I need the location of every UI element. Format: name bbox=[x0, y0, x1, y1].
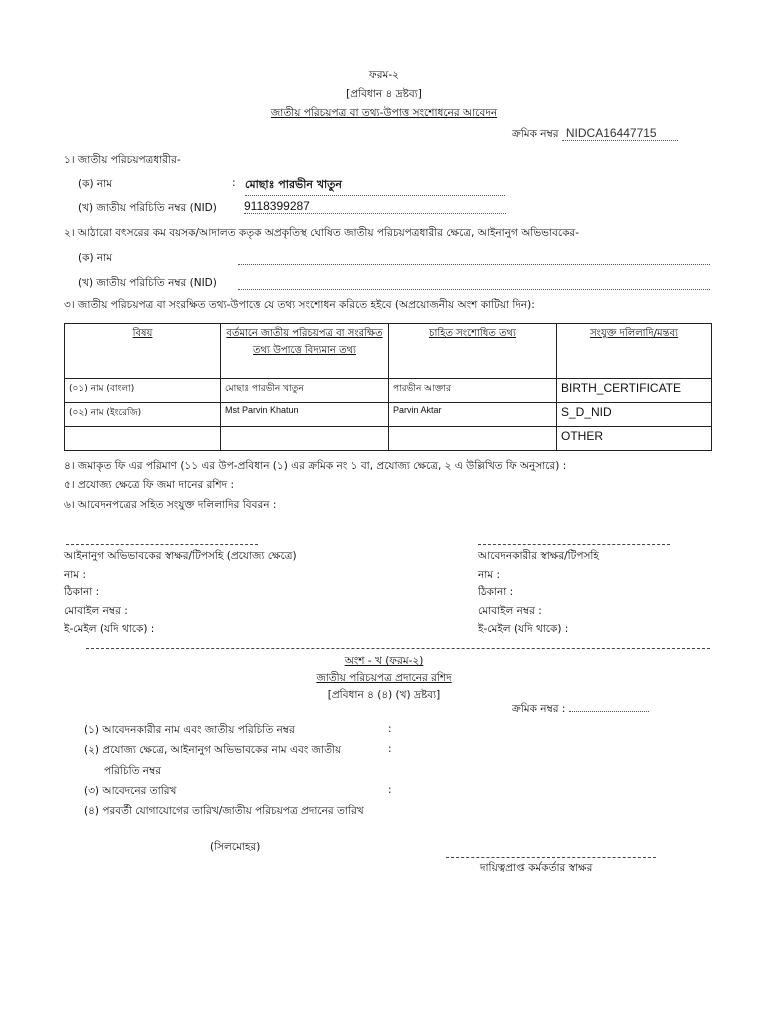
guardian-mobile-label: মোবাইল নম্বর : bbox=[64, 605, 128, 617]
holder-nid-value: 9118399287 bbox=[244, 199, 310, 213]
receipt-item-1-colon: : bbox=[388, 723, 392, 735]
part-b-subtitle-text: জাতীয় পরিচয়পত্র প্রদানের রশিদ bbox=[316, 672, 452, 684]
section5-text: ৫। প্রযোজ্য ক্ষেত্রে ফি জমা দানের রশিদ : bbox=[64, 479, 235, 491]
row2-current[interactable]: Mst Parvin Khatun bbox=[221, 403, 389, 427]
row1-requested[interactable]: পারভীন আক্তার bbox=[389, 379, 557, 403]
guardian-nid-field[interactable] bbox=[238, 276, 710, 290]
applicant-name-label: নাম : bbox=[478, 569, 501, 581]
row3-attachment[interactable]: OTHER bbox=[557, 427, 712, 451]
header-requested-info: চাহিত সংশোধিত তথ্য bbox=[389, 324, 557, 379]
table-row bbox=[65, 403, 712, 427]
guardian-name-label: নাম : bbox=[64, 569, 87, 581]
row3-current[interactable] bbox=[221, 427, 389, 451]
part-b-subtitle bbox=[0, 671, 768, 688]
guardian-sign-title: আইনানুগ অভিভাবকের স্বাক্ষর/টিপসহি (প্রযোজ্য ক্ষেত্রে) bbox=[64, 550, 297, 562]
guardian-name-field[interactable] bbox=[238, 251, 710, 265]
row1-current[interactable]: মোছাঃ পারভীন খাতুন bbox=[221, 379, 389, 403]
receipt-item-4: (৪) পরবর্তী যোগাযোগের তারিখ/জাতীয় পরিচয়পত্র প্রদানের তারিখ bbox=[84, 805, 364, 817]
applicant-email-label: ই-মেইল (যদি থাকে) : bbox=[478, 623, 569, 635]
table-row bbox=[65, 379, 712, 403]
receipt-item-2: (২) প্রযোজ্য ক্ষেত্রে, আইনানুগ অভিভাবকের নাম এবং জাতীয় bbox=[84, 744, 342, 756]
section2-heading: ২। আঠারো বৎসরের কম বয়সক/আদালত কতৃক অপ্রকৃতিস্থ ঘোষিত জাতীয় পরিচয়পত্রধারীর ক্ষেত্রে, আইনানুগ অভিভাবকের- bbox=[64, 227, 579, 239]
row2-requested[interactable]: Parvin Aktar bbox=[389, 403, 557, 427]
officer-sign-label: দায়িত্বপ্রাপ্ত কর্মকর্তার স্বাক্ষর bbox=[480, 862, 593, 874]
table-header-row bbox=[65, 324, 712, 379]
header-current-info: বর্তমানে জাতীয় পরিচয়পত্র বা সংরক্ষিত তথ্য উপাত্তে বিদ্যমান তথ্য bbox=[221, 324, 389, 379]
officer-signature-line bbox=[446, 857, 656, 858]
receipt-item-3-colon: : bbox=[388, 784, 392, 796]
section1-name-label: (ক) নাম bbox=[78, 178, 113, 190]
part-b-rule-ref: [প্রবিধান ৪ (৪) (খ) দ্রষ্টব্য] bbox=[327, 689, 441, 701]
section2-nid-label: (খ) জাতীয় পরিচিতি নম্বর (NID) bbox=[78, 277, 217, 289]
header-attachment: সংযুক্ত দলিলাদি/মন্তব্য bbox=[557, 324, 712, 379]
section1-nid-label: (খ) জাতীয় পরিচিতি নম্বর (NID) bbox=[78, 202, 217, 214]
part-b-serial-field[interactable] bbox=[569, 700, 649, 712]
holder-name-value: মোছাঃ পারভীন খাতুন bbox=[245, 178, 342, 191]
section6-text: ৬। আবেদনপত্রের সহিত সংযুক্ত দলিলাদির বিবরন : bbox=[64, 499, 277, 511]
header-subject: বিষয় bbox=[65, 324, 221, 379]
guardian-address-label: ঠিকানা : bbox=[64, 586, 100, 598]
form-number: ফরম-২ bbox=[369, 69, 399, 81]
serial-value-field[interactable]: NIDCA16447715 bbox=[562, 126, 678, 141]
rule-reference: [প্রবিধান ৪ দ্রষ্টব্য] bbox=[346, 88, 422, 100]
row3-requested[interactable] bbox=[389, 427, 557, 451]
part-b-serial-label: ক্রমিক নম্বর : bbox=[512, 703, 566, 715]
section2-name-label: (ক) নাম bbox=[78, 252, 113, 264]
receipt-item-2-colon: : bbox=[388, 743, 392, 755]
row2-attachment[interactable]: S_D_NID bbox=[557, 403, 712, 427]
part-b-title bbox=[0, 654, 768, 671]
cut-line bbox=[86, 648, 710, 649]
receipt-item-1: (১) আবেদনকারীর নাম এবং জাতীয় পরিচিতি নম্বর bbox=[84, 724, 295, 736]
part-b-title-text: অংশ - খ (ফরম-২) bbox=[344, 655, 424, 667]
serial-label: ক্রমিক নম্বর bbox=[512, 128, 559, 140]
section1-heading: ১। জাতীয় পরিচয়পত্রধারীর- bbox=[64, 154, 181, 166]
section3-heading: ৩। জাতীয় পরিচয়পত্র বা সংরক্ষিত তথ্য-উপাত্তে যে তথ্য সংশোধন করিতে হইবে (অপ্রয়োজনীয় অংশ কাটিয়া দিন): bbox=[64, 299, 535, 311]
section1-name-colon: : bbox=[232, 177, 236, 189]
row1-subject: (০১) নাম (বাংলা) bbox=[65, 379, 221, 403]
part-b-serial-row bbox=[512, 700, 649, 719]
correction-table bbox=[64, 323, 712, 451]
guardian-signature-line bbox=[66, 544, 258, 545]
row2-subject: (০২) নাম (ইংরেজি) bbox=[65, 403, 221, 427]
table-row bbox=[65, 427, 712, 451]
applicant-address-label: ঠিকানা : bbox=[478, 586, 514, 598]
seal-label: (সিলমোহর) bbox=[210, 841, 261, 853]
receipt-item-2-cont: পরিচিতি নম্বর bbox=[104, 765, 162, 777]
applicant-mobile-label: মোবাইল নম্বর : bbox=[478, 605, 542, 617]
guardian-email-label: ই-মেইল (যদি থাকে) : bbox=[64, 623, 155, 635]
receipt-item-3: (৩) আবেদনের তারিখ bbox=[84, 785, 177, 797]
form-title bbox=[0, 106, 768, 123]
applicant-sign-title: আবেদনকারীর স্বাক্ষর/টিপসহি bbox=[478, 550, 599, 562]
row3-subject bbox=[65, 427, 221, 451]
row1-attachment[interactable]: BIRTH_CERTIFICATE bbox=[557, 379, 712, 403]
holder-nid-field[interactable] bbox=[244, 199, 506, 214]
section4-text: ৪। জমাকৃত ফি এর পরিমাণ (১১ এর উপ-প্রবিধান (১) এর ক্রমিক নং ১ বা, প্রযোজ্য ক্ষেত্রে, ২ এ উল্লিখিত ফি অনুসারে) : bbox=[64, 460, 567, 472]
holder-name-field[interactable] bbox=[245, 176, 505, 196]
form-title-text: জাতীয় পরিচয়পত্র বা তথ্য-উপাত্ত সংশোধনের আবেদন bbox=[270, 107, 498, 119]
applicant-signature-line bbox=[478, 544, 670, 545]
serial-number-row bbox=[512, 126, 678, 144]
